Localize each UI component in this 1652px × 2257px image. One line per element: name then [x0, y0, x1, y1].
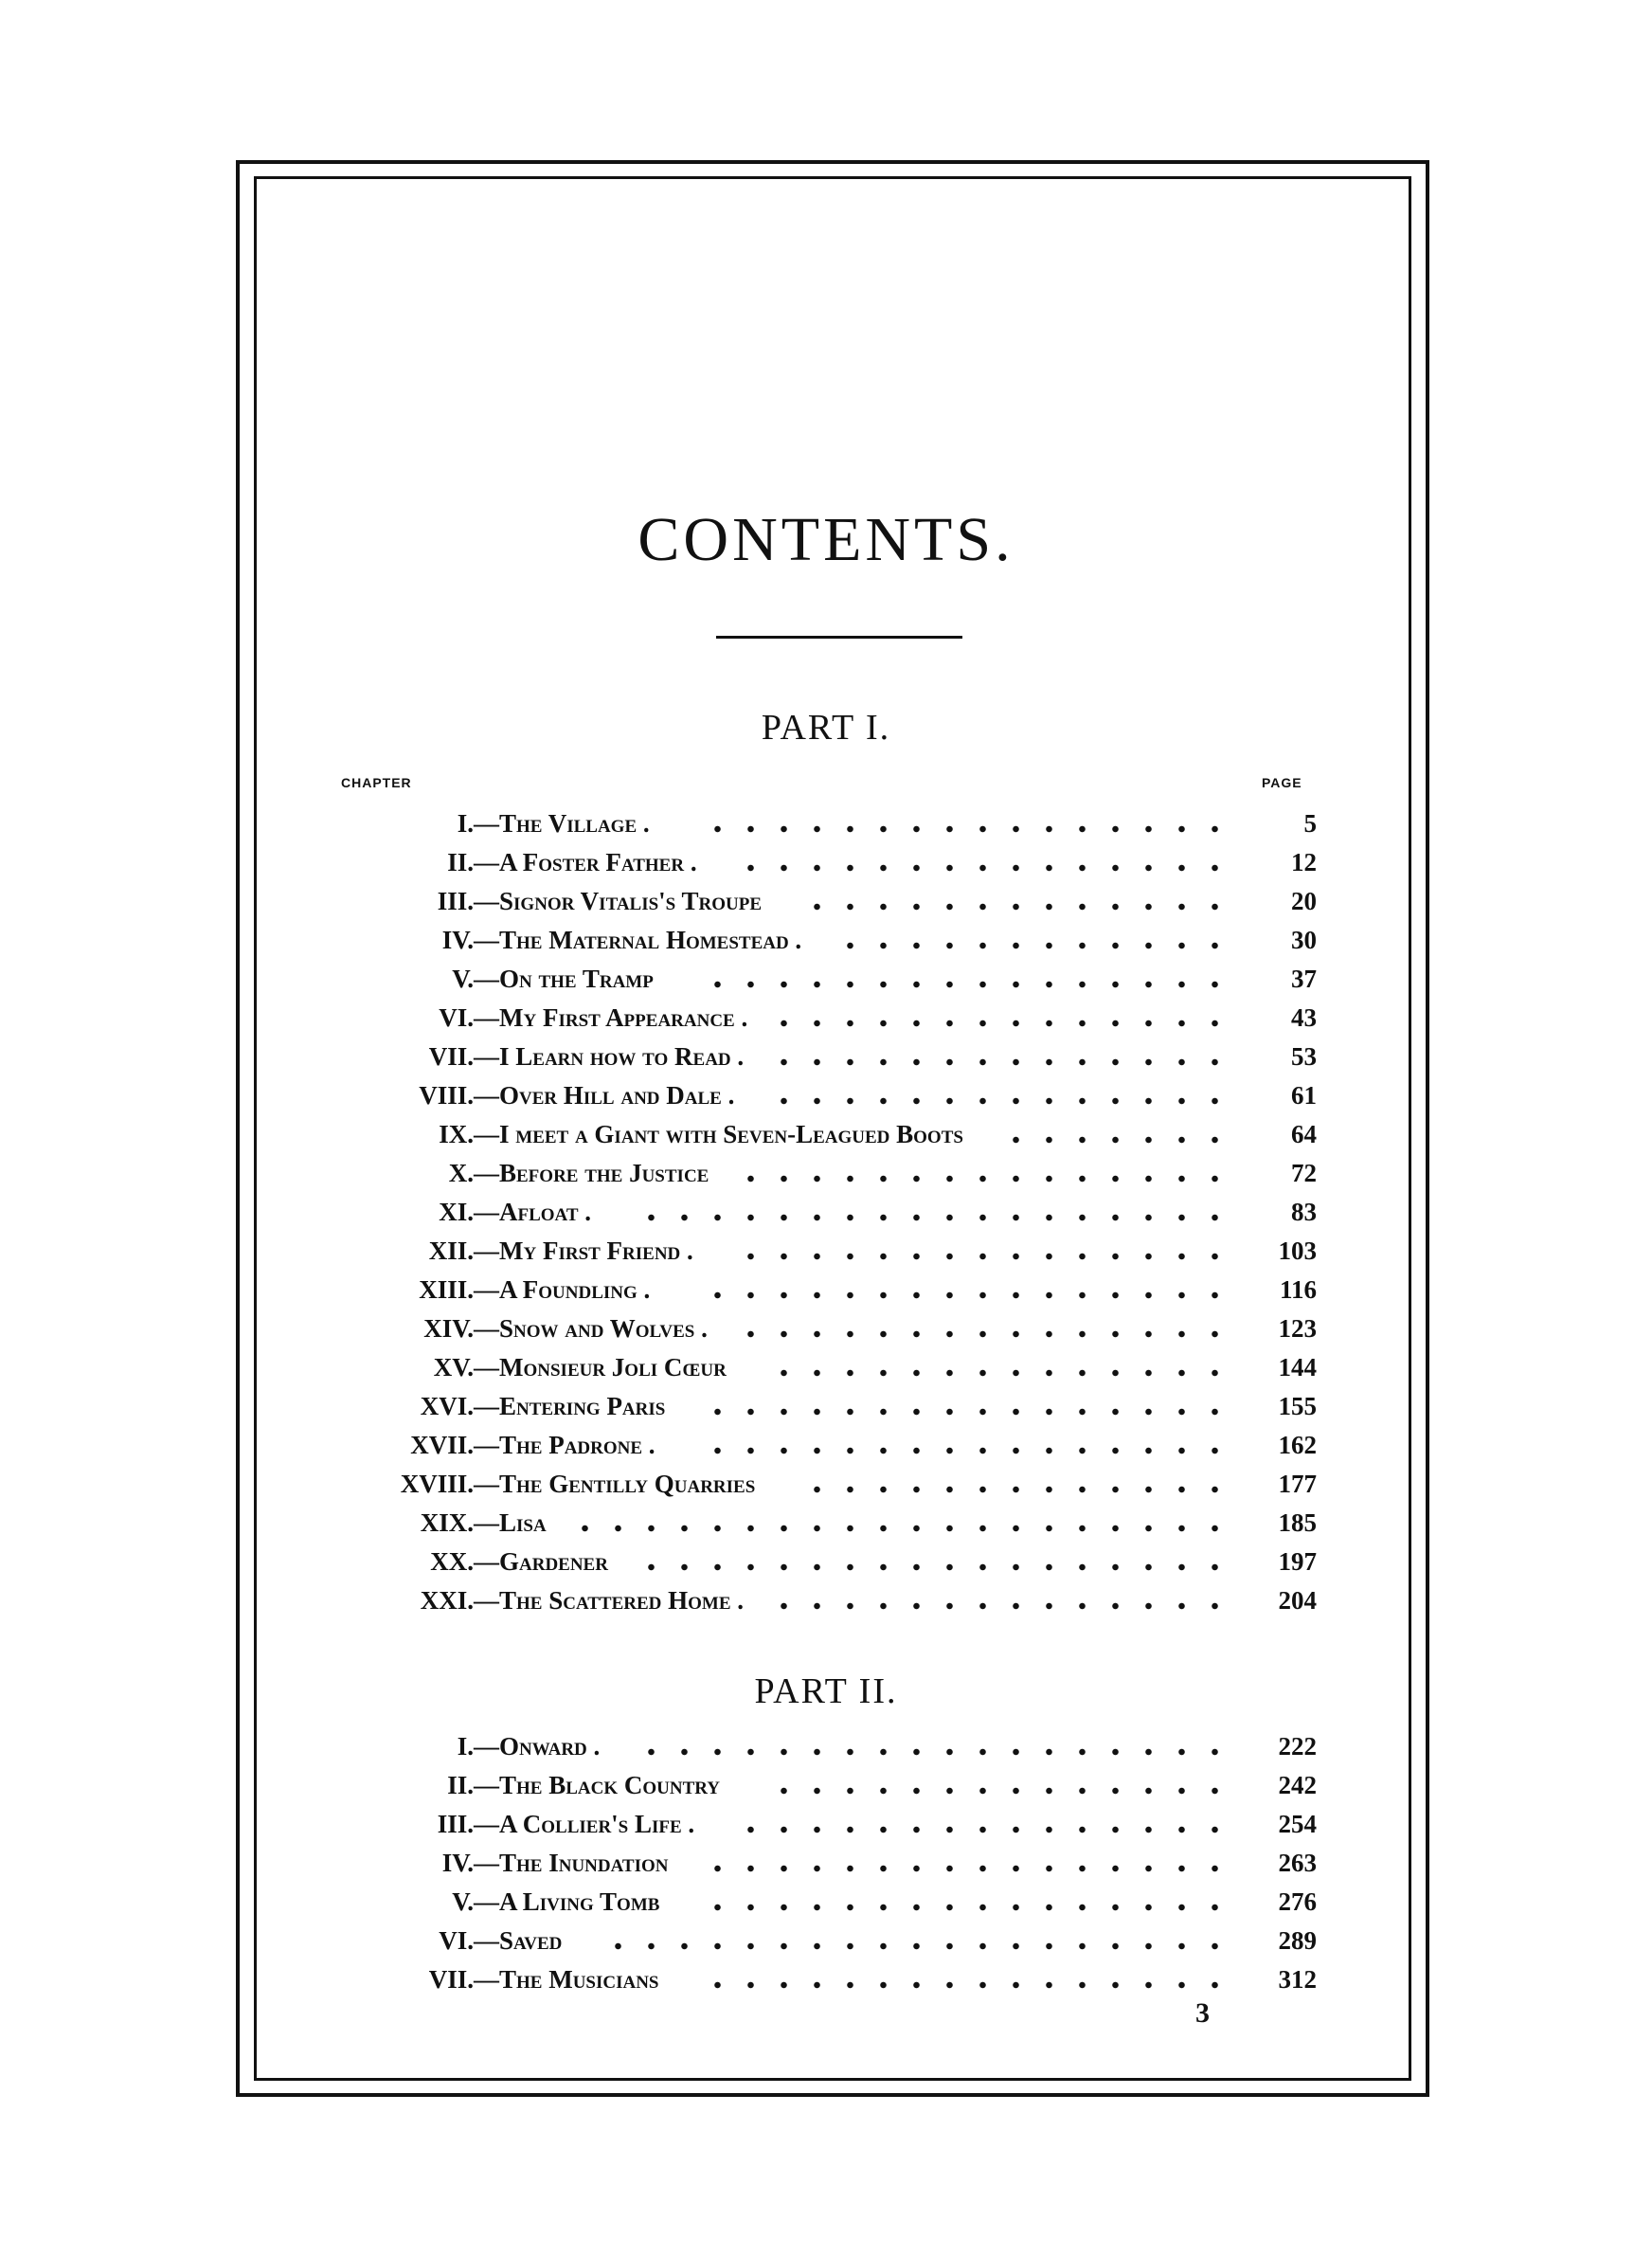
toc-entry-title — [0, 1196, 900, 1228]
toc-entry — [0, 1235, 1652, 1273]
chapter-numeral: XV. — [433, 1353, 474, 1381]
chapter-title: —The Maternal Homestead . — [474, 926, 802, 954]
chapter-title: —Monsieur Joli Cœur — [474, 1353, 727, 1381]
chapter-page-number: 103 — [1278, 1237, 1317, 1265]
dot-leader — [701, 824, 1231, 834]
toc-entry-title — [0, 1769, 900, 1801]
chapter-numeral: V. — [452, 965, 474, 993]
toc-entry — [0, 1273, 1652, 1312]
chapter-numeral: II. — [447, 1771, 474, 1799]
chapter-numeral: XIII. — [419, 1275, 474, 1304]
chapter-title: —On the Tramp — [474, 965, 654, 993]
chapter-numeral: XIV. — [423, 1314, 474, 1343]
toc-entry — [0, 1312, 1652, 1351]
toc-entry-title — [0, 807, 900, 840]
dot-leader — [701, 1864, 1231, 1873]
toc-entry — [0, 1040, 1652, 1079]
chapter-numeral: VI. — [439, 1003, 474, 1032]
toc-entry — [0, 924, 1652, 963]
chapter-page-number: 162 — [1278, 1431, 1317, 1459]
toc-entry — [0, 1545, 1652, 1584]
chapter-title: —I Learn how to Read . — [474, 1042, 745, 1071]
toc-entry-title — [0, 1584, 900, 1616]
chapter-numeral: XVIII. — [400, 1470, 474, 1498]
dot-leader — [734, 1252, 1231, 1261]
chapter-page-number: 289 — [1278, 1926, 1317, 1955]
chapter-page-number: 37 — [1291, 965, 1317, 993]
dot-leader — [635, 1213, 1231, 1222]
chapter-numeral: I. — [457, 809, 474, 838]
dot-leader — [701, 1903, 1231, 1912]
chapter-numeral: VII. — [428, 1965, 474, 1994]
toc-entry-title — [0, 1312, 900, 1345]
toc-entry-title — [0, 1507, 900, 1539]
chapter-page-number: 83 — [1291, 1198, 1317, 1226]
part-one-heading: PART I. — [761, 708, 891, 748]
chapter-title: —I meet a Giant with Seven-Leagued Boots — [474, 1120, 963, 1148]
chapter-page-number: 312 — [1278, 1965, 1317, 1994]
chapter-title: —The Black Country — [474, 1771, 721, 1799]
toc-entry-title — [0, 1730, 900, 1762]
toc-entry-title — [0, 1963, 900, 1995]
dot-leader — [602, 1941, 1231, 1951]
toc-entry-title — [0, 1118, 963, 1150]
contents-title: CONTENTS. — [637, 505, 1015, 574]
chapter-page-number: 64 — [1291, 1120, 1317, 1148]
toc-entry-title — [0, 963, 900, 995]
chapter-numeral: XVI. — [420, 1392, 474, 1420]
chapter-title: —The Padrone . — [474, 1431, 655, 1459]
toc-entry-title — [0, 1468, 900, 1500]
toc-entry-title — [0, 924, 900, 956]
toc-entry — [0, 1390, 1652, 1429]
toc-entry — [0, 1808, 1652, 1847]
chapter-page-number: 276 — [1278, 1887, 1317, 1916]
toc-entry — [0, 846, 1652, 885]
dot-leader — [999, 1135, 1231, 1145]
toc-entry — [0, 1886, 1652, 1924]
chapter-numeral: VI. — [439, 1926, 474, 1955]
chapter-title: —Signor Vitalis's Troupe — [474, 887, 763, 915]
chapter-title: —Entering Paris — [474, 1392, 666, 1420]
chapter-page-number: 72 — [1291, 1159, 1317, 1187]
title-rule — [716, 636, 962, 639]
chapter-title: —Lisa — [474, 1508, 547, 1537]
chapter-title: —The Musicians — [474, 1965, 659, 1994]
dot-leader — [701, 1980, 1231, 1990]
dot-leader — [734, 1825, 1231, 1834]
chapter-numeral: VIII. — [419, 1081, 474, 1110]
toc-entry-title — [0, 1924, 900, 1957]
chapter-title: —The Village . — [474, 809, 650, 838]
toc-entry-title — [0, 1886, 900, 1918]
toc-entry — [0, 1157, 1652, 1196]
toc-entry-title — [0, 1429, 900, 1461]
dot-leader — [800, 1485, 1231, 1494]
chapter-numeral: II. — [447, 848, 474, 876]
toc-entry — [0, 963, 1652, 1002]
toc-entry — [0, 885, 1652, 924]
toc-entry-title — [0, 1002, 900, 1034]
dot-leader — [767, 1096, 1231, 1106]
part-two-heading: PART II. — [754, 1671, 898, 1711]
chapter-numeral: III. — [437, 1810, 474, 1838]
chapter-title: —The Scattered Home . — [474, 1586, 745, 1615]
toc-entry-title — [0, 1157, 900, 1189]
toc-entry-title — [0, 885, 900, 917]
toc-entry-title — [0, 1808, 900, 1840]
toc-entry — [0, 1002, 1652, 1040]
dot-leader — [568, 1524, 1231, 1533]
chapter-page-number: 12 — [1291, 848, 1317, 876]
chapter-title: —Onward . — [474, 1732, 601, 1760]
chapter-page-number: 197 — [1278, 1547, 1317, 1576]
chapter-numeral: IX. — [439, 1120, 474, 1148]
chapter-numeral: VII. — [428, 1042, 474, 1071]
toc-entry-title — [0, 1847, 900, 1879]
dot-leader — [701, 1291, 1231, 1300]
part-one-toc — [0, 807, 1652, 1623]
chapter-column-label: CHAPTER — [341, 775, 412, 790]
dot-leader — [767, 1057, 1231, 1067]
chapter-title: —Over Hill and Dale . — [474, 1081, 735, 1110]
toc-entry — [0, 1351, 1652, 1390]
chapter-page-number: 204 — [1278, 1586, 1317, 1615]
chapter-title: —A Living Tomb — [474, 1887, 660, 1916]
page-number: 3 — [1195, 1997, 1210, 2029]
chapter-numeral: I. — [457, 1732, 474, 1760]
chapter-page-number: 263 — [1278, 1849, 1317, 1877]
dot-leader — [701, 980, 1231, 989]
toc-entry-title — [0, 1273, 900, 1306]
chapter-page-number: 177 — [1278, 1470, 1317, 1498]
toc-entry — [0, 1584, 1652, 1623]
chapter-title: —A Foundling . — [474, 1275, 651, 1304]
toc-entry — [0, 807, 1652, 846]
part-two-toc — [0, 1730, 1652, 2002]
toc-entry — [0, 1847, 1652, 1886]
toc-entry-title — [0, 1545, 900, 1578]
chapter-page-number: 116 — [1279, 1275, 1317, 1304]
dot-leader — [734, 863, 1231, 873]
chapter-title: —A Collier's Life . — [474, 1810, 695, 1838]
toc-entry — [0, 1769, 1652, 1808]
chapter-numeral: XX. — [430, 1547, 474, 1576]
chapter-title: —Snow and Wolves . — [474, 1314, 708, 1343]
dot-leader — [800, 902, 1231, 912]
chapter-numeral: X. — [448, 1159, 474, 1187]
toc-entry-title — [0, 846, 900, 878]
chapter-numeral: XI. — [439, 1198, 474, 1226]
toc-entry — [0, 1118, 1652, 1157]
chapter-numeral: XXI. — [420, 1586, 474, 1615]
chapter-numeral: XIX. — [420, 1508, 474, 1537]
chapter-page-number: 144 — [1278, 1353, 1317, 1381]
chapter-page-number: 20 — [1291, 887, 1317, 915]
chapter-page-number: 242 — [1278, 1771, 1317, 1799]
toc-entry — [0, 1429, 1652, 1468]
toc-entry — [0, 1924, 1652, 1963]
chapter-title: —Before the Justice — [474, 1159, 709, 1187]
chapter-page-number: 43 — [1291, 1003, 1317, 1032]
dot-leader — [767, 1368, 1231, 1378]
chapter-title: —My First Appearance . — [474, 1003, 748, 1032]
dot-leader — [635, 1747, 1231, 1757]
chapter-page-number: 123 — [1278, 1314, 1317, 1343]
toc-entry — [0, 1196, 1652, 1235]
chapter-page-number: 61 — [1291, 1081, 1317, 1110]
chapter-page-number: 30 — [1291, 926, 1317, 954]
toc-entry — [0, 1730, 1652, 1769]
chapter-title: —Saved — [474, 1926, 563, 1955]
chapter-page-number: 254 — [1278, 1810, 1317, 1838]
dot-leader — [734, 1329, 1231, 1339]
chapter-numeral: XII. — [428, 1237, 474, 1265]
toc-entry-title — [0, 1390, 900, 1422]
toc-entry-title — [0, 1351, 900, 1383]
toc-entry — [0, 1079, 1652, 1118]
toc-entry — [0, 1468, 1652, 1507]
dot-leader — [834, 941, 1231, 950]
dot-leader — [767, 1019, 1231, 1028]
chapter-title: —The Inundation — [474, 1849, 669, 1877]
toc-entry-title — [0, 1040, 900, 1073]
chapter-numeral: III. — [437, 887, 474, 915]
chapter-title: —A Foster Father . — [474, 848, 697, 876]
toc-entry — [0, 1963, 1652, 2002]
toc-entry — [0, 1507, 1652, 1545]
dot-leader — [701, 1446, 1231, 1455]
chapter-title: —The Gentilly Quarries — [474, 1470, 756, 1498]
chapter-page-number: 185 — [1278, 1508, 1317, 1537]
chapter-title: —My First Friend . — [474, 1237, 693, 1265]
dot-leader — [701, 1407, 1231, 1417]
chapter-numeral: IV. — [441, 1849, 474, 1877]
chapter-title: —Afloat . — [474, 1198, 592, 1226]
dot-leader — [767, 1601, 1231, 1611]
chapter-numeral: IV. — [441, 926, 474, 954]
chapter-numeral: V. — [452, 1887, 474, 1916]
chapter-page-number: 222 — [1278, 1732, 1317, 1760]
toc-entry-title — [0, 1235, 900, 1267]
dot-leader — [767, 1786, 1231, 1796]
dot-leader — [734, 1174, 1231, 1183]
chapter-numeral: XVII. — [410, 1431, 474, 1459]
page-column-label: PAGE — [1262, 775, 1302, 790]
chapter-title: —Gardener — [474, 1547, 608, 1576]
toc-entry-title — [0, 1079, 900, 1111]
dot-leader — [635, 1562, 1231, 1572]
chapter-page-number: 5 — [1303, 809, 1317, 838]
chapter-page-number: 155 — [1278, 1392, 1317, 1420]
chapter-page-number: 53 — [1291, 1042, 1317, 1071]
